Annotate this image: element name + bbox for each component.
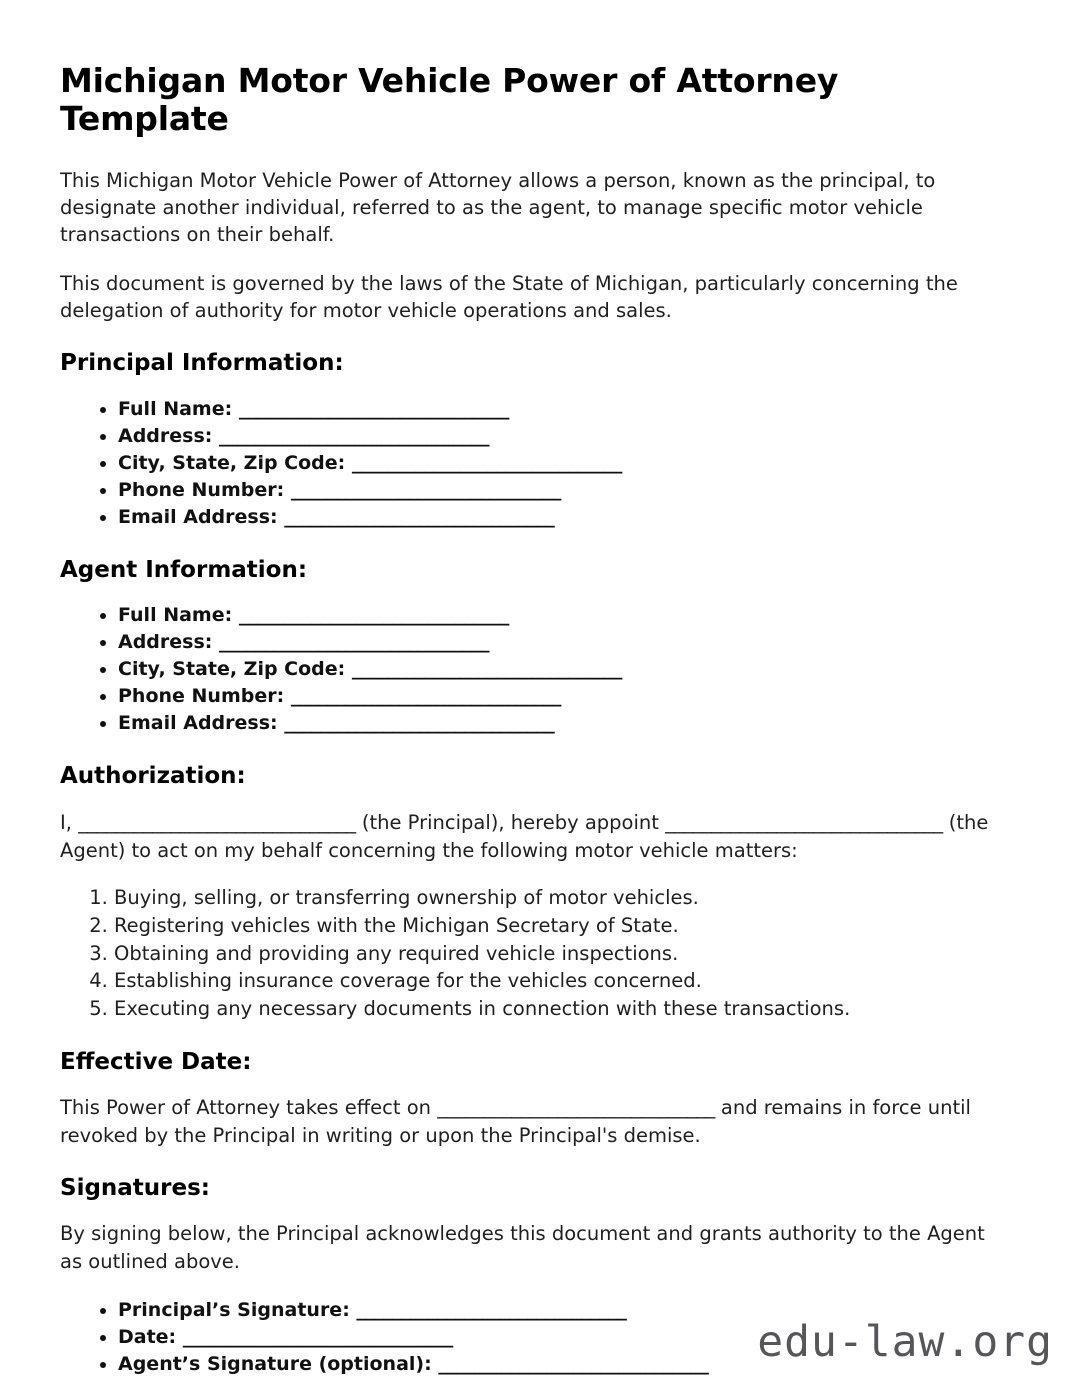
field-label: Full Name: [118,604,233,627]
field-blank-line[interactable]: ______________________________ [438,1353,709,1375]
page-title: Michigan Motor Vehicle Power of Attorney Template [60,61,839,138]
field-label: Agent’s Signature (optional): [118,1353,432,1375]
authorization-mid-text: (the Principal), hereby appoint [355,810,666,834]
field-label: City, State, Zip Code: [118,451,346,474]
field-label: Full Name: [118,398,233,420]
list-item [118,450,1013,477]
field-label: Address: [118,424,213,447]
list-item [118,477,1013,504]
intro-paragraph-1: This Michigan Motor Vehicle Power of Attorney allows a person, known as the principal, to designate another individual, referred to as the agent, to manage specific motor vehicle transactions on their behalf. [60,168,936,246]
effective-date-text-before: This Power of Attorney takes effect on [60,1096,438,1120]
field-label: Email Address: [118,712,278,735]
list-item [118,504,1013,531]
list-item [118,423,1013,450]
authorization-heading: Authorization: [60,763,246,790]
field-blank-line[interactable]: ______________________________ [238,604,509,627]
authorization-lead-in: I, [60,810,79,834]
field-blank-line[interactable]: ______________________________ [290,685,561,708]
site-watermark: edu-law.org [757,1317,1053,1367]
field-blank-line[interactable]: ______________________________ [351,451,622,474]
list-item: 5. Executing any necessary documents in connection with these transactions. [114,995,1013,1023]
field-label: Date: [118,1326,177,1349]
principal-information-field-list [60,396,1013,531]
list-item: 1. Buying, selling, or transferring ownership of motor vehicles. [114,884,1013,912]
signatures-heading: Signatures: [60,1174,211,1201]
field-blank-line[interactable]: ______________________________ [182,1326,453,1349]
intro-paragraph-2: This document is governed by the laws of the State of Michigan, particularly concerning the delegation of authority for motor vehicle operations and sales. [60,271,958,322]
effective-date-blank[interactable]: ______________________________ [437,1096,715,1120]
authorization-paragraph [60,809,1013,864]
field-blank-line[interactable]: ______________________________ [356,1299,627,1322]
principal-information-heading: Principal Information: [60,350,344,377]
field-label: Phone Number: [118,478,285,501]
list-item: 2. Registering vehicles with the Michigan Secretary of State. [114,912,1013,940]
list-item [118,683,1013,710]
field-blank-line[interactable]: ______________________________ [351,658,622,681]
field-label: City, State, Zip Code: [118,658,346,681]
field-label: Address: [118,631,213,654]
agent-information-field-list [60,602,1013,737]
effective-date-heading: Effective Date: [60,1048,252,1075]
field-label: Phone Number: [118,685,285,708]
authorization-tail-text: (the Agent) to act on my behalf concerning the following motor vehicle matters: [60,810,989,862]
field-blank-line[interactable]: ______________________________ [284,505,555,528]
list-item [118,602,1013,629]
principal-name-blank[interactable]: ______________________________ [78,810,356,834]
list-item [118,629,1013,656]
field-blank-line[interactable]: ______________________________ [238,398,509,420]
field-label: Principal’s Signature: [118,1299,350,1322]
agent-information-heading: Agent Information: [60,556,308,583]
field-blank-line[interactable]: ______________________________ [284,712,555,735]
list-item [118,710,1013,737]
list-item [118,396,1013,423]
effective-date-paragraph [60,1094,1005,1149]
field-label: Email Address: [118,505,278,528]
signatures-intro-paragraph: By signing below, the Principal acknowledges this document and grants authority to the Agent as outlined above. [60,1222,985,1273]
field-blank-line[interactable]: ______________________________ [219,631,490,654]
field-blank-line[interactable]: ______________________________ [290,478,561,501]
list-item [118,656,1013,683]
effective-date-text-after: and remains in force until revoked by the Principal in writing or upon the Principal's demise. [60,1096,971,1147]
list-item: 4. Establishing insurance coverage for the vehicles concerned. [114,967,1013,995]
list-item: 3. Obtaining and providing any required vehicle inspections. [114,940,1013,968]
agent-name-blank[interactable]: ______________________________ [665,810,943,834]
field-blank-line[interactable]: ______________________________ [219,424,490,447]
authorized-powers-list [60,884,1013,1022]
